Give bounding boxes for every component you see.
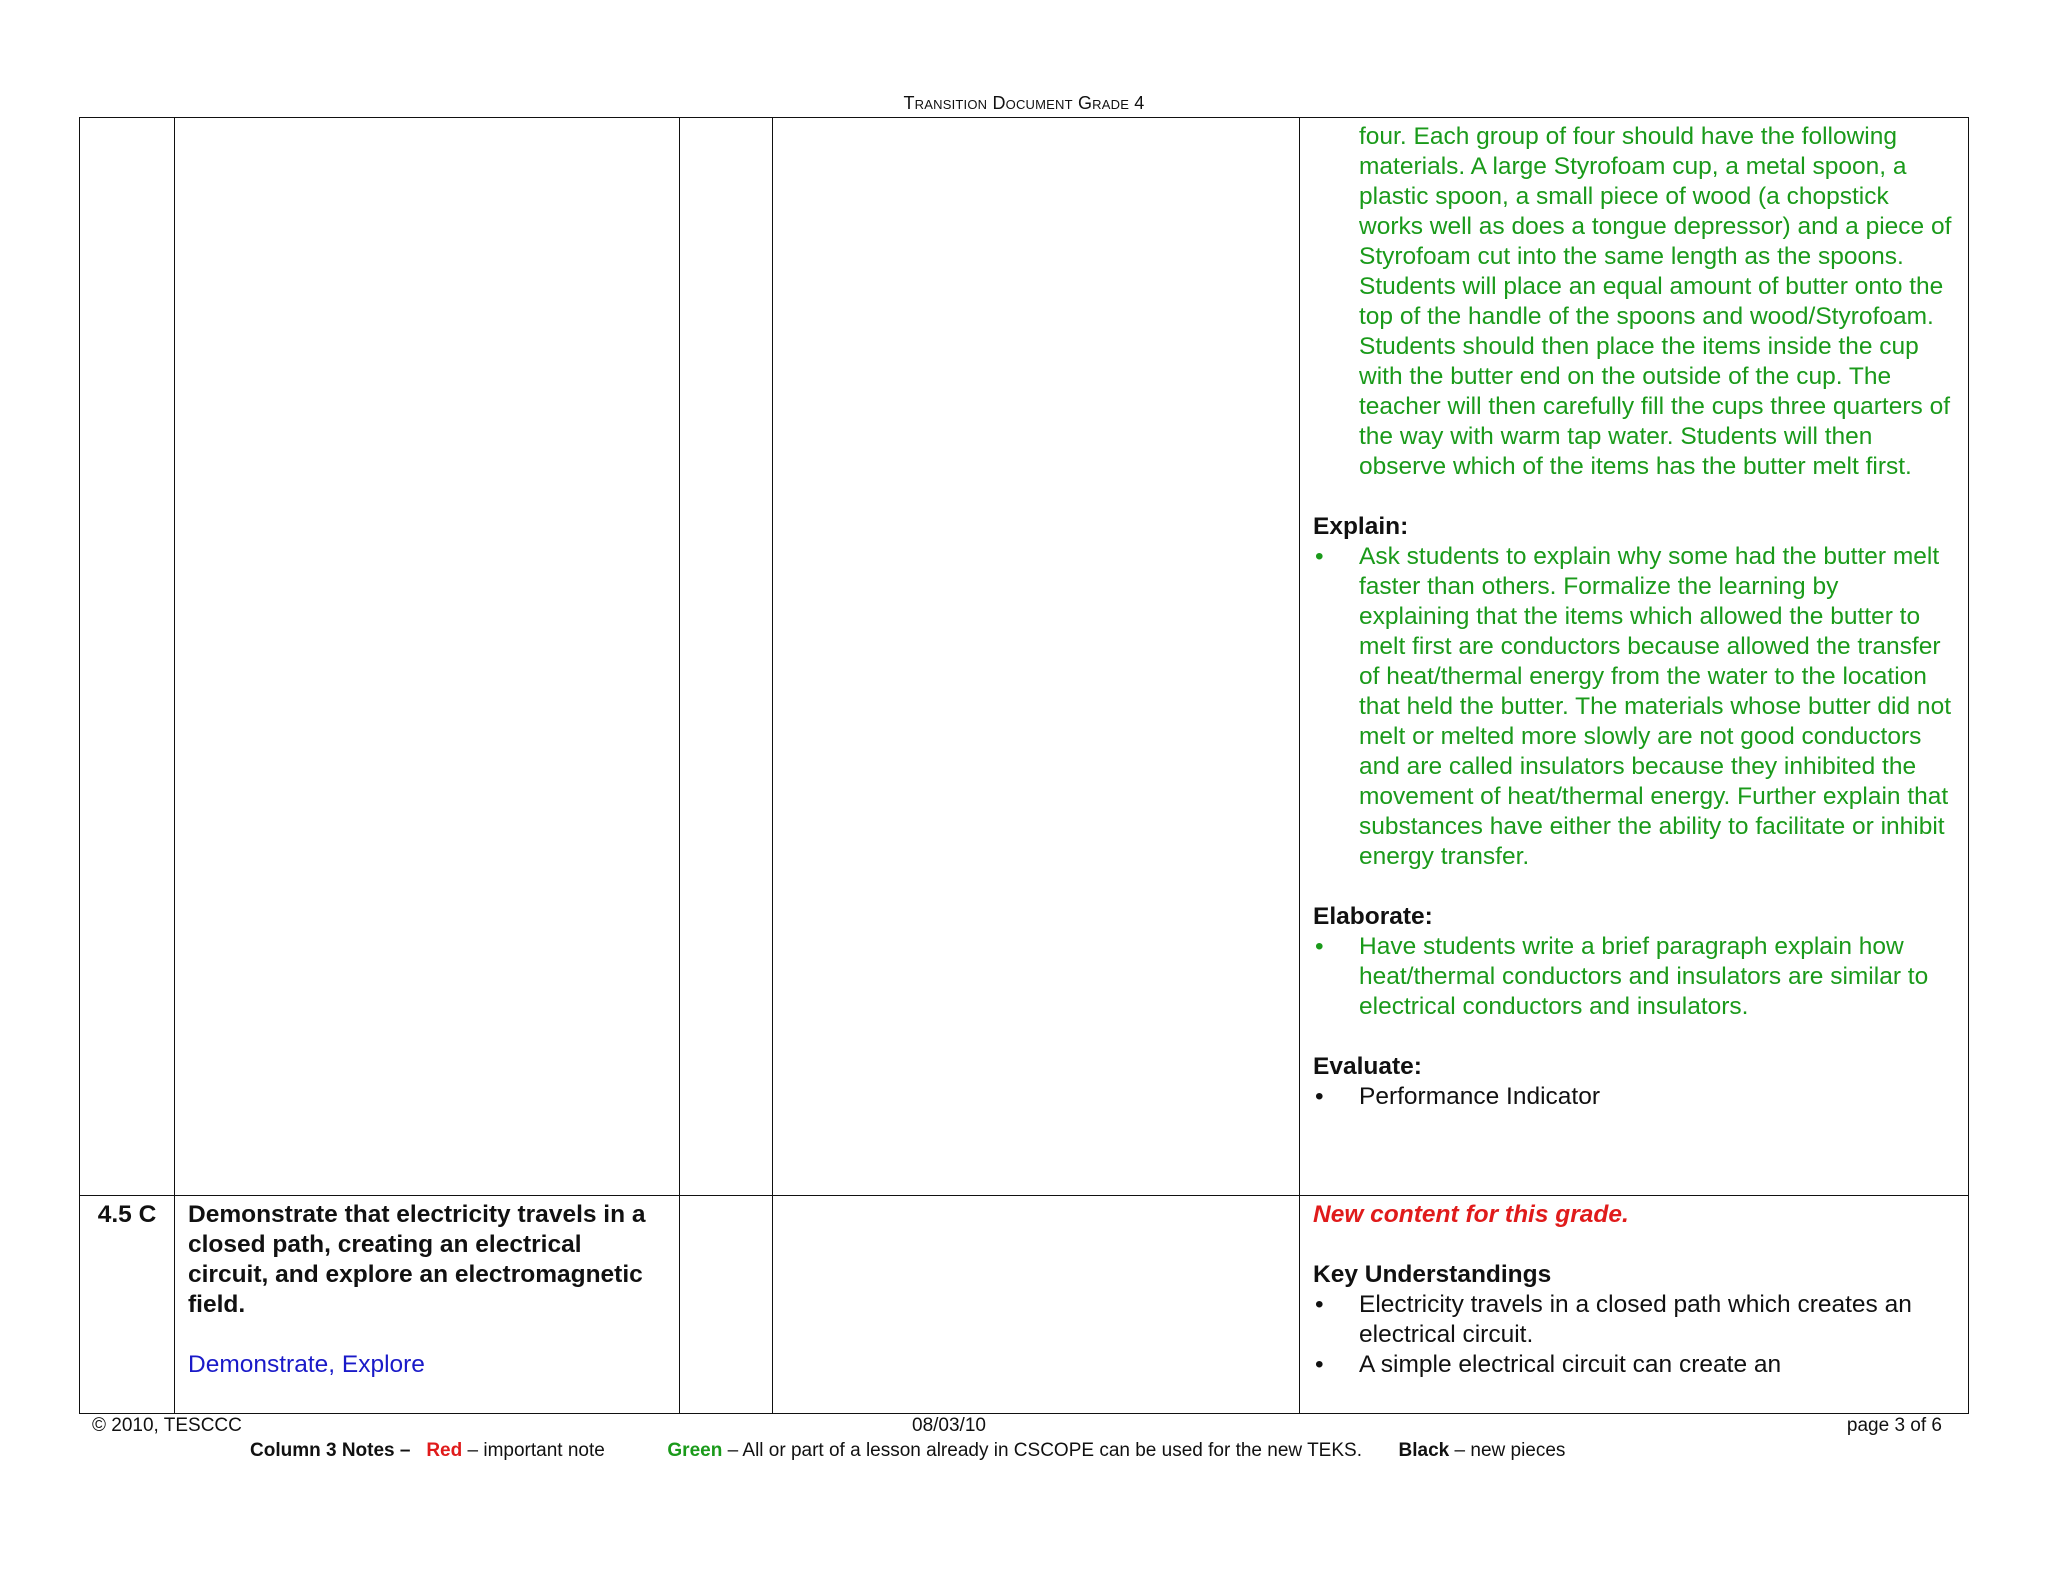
bullet-icon: • xyxy=(1315,933,1324,960)
code-cell xyxy=(80,1196,175,1414)
black-legend-label: Black xyxy=(1398,1440,1450,1461)
red-legend-label: Red xyxy=(426,1440,463,1461)
explain-heading: Explain: xyxy=(1313,513,1409,540)
standard-cell xyxy=(175,1196,680,1414)
page-number: page 3 of 6 xyxy=(1846,1415,1942,1436)
list-item: • Performance Indicator xyxy=(1315,1083,1601,1110)
transition-table xyxy=(79,117,1969,1414)
list-item: • Have students write a brief paragraph explain how heat/thermal conductors and insulators are similar to electrical conductors and insulators. xyxy=(1315,933,1929,1020)
notes-cell xyxy=(1300,118,1969,1196)
empty-cell xyxy=(680,1196,773,1414)
standard-code: 4.5 C xyxy=(97,1201,157,1228)
list-item: • Ask students to explain why some had the butter melt faster than others. Formalize the learning by explaining that the items which allowed the butter to melt first are conductors because allowed the transfer of heat/thermal energy from the water to the location that held the butter. The materials whose butter did not melt or melted more slowly are not good conductors and are called insulators because they inhibited the movement of heat/thermal energy. Further explain that substances have either the ability to facilitate or inhibit energy transfer. xyxy=(1315,543,1951,870)
document-title: Transition Document Grade 4 xyxy=(903,93,1145,113)
activity-text: four. Each group of four should have the following materials. A large Styrofoam cup, a metal spoon, a plastic spoon, a small piece of wood (a chopstick works well as does a tongue depressor) and a piece of Styrofoam cut into the same length as the spoons. Students will place an equal amount of butter onto the top of the handle of the spoons and wood/Styrofoam. Students should then place the items inside the cup with the butter end on the outside of the cup. The teacher will then carefully fill the cups three quarters of the way with warm tap water. Students will then observe which of the items has the butter melt first. xyxy=(1359,123,1952,480)
red-legend-text: – important note xyxy=(467,1440,605,1461)
notes-label: Column 3 Notes – xyxy=(250,1440,411,1461)
bullet-icon: • xyxy=(1315,543,1324,570)
standard-verbs: Demonstrate, Explore xyxy=(188,1351,425,1378)
table-row xyxy=(80,118,1969,1196)
standard-cell xyxy=(175,118,680,1196)
elaborate-list xyxy=(1313,932,1955,1022)
list-item: • Electricity travels in a closed path which creates an electrical circuit. xyxy=(1315,1291,1912,1348)
evaluate-list xyxy=(1313,1082,1955,1112)
bullet-icon: • xyxy=(1315,1083,1324,1110)
elaborate-heading: Elaborate: xyxy=(1313,903,1433,930)
empty-cell xyxy=(680,118,773,1196)
green-legend-label: Green xyxy=(667,1440,723,1461)
key-understandings-list xyxy=(1313,1290,1955,1380)
code-cell xyxy=(80,118,175,1196)
list-item: • A simple electrical circuit can create an xyxy=(1315,1351,1782,1378)
bullet-icon: • xyxy=(1315,1291,1324,1318)
notes-cell xyxy=(1300,1196,1969,1414)
footer xyxy=(92,1415,1942,1439)
table-row xyxy=(80,1196,1969,1414)
explain-list xyxy=(1313,542,1955,872)
key-understandings-heading: Key Understandings xyxy=(1313,1261,1552,1288)
comparison-cell xyxy=(773,1196,1300,1414)
black-legend-text: – new pieces xyxy=(1454,1440,1566,1461)
green-legend-text: – All or part of a lesson already in CSCOPE can be used for the new TEKS. xyxy=(727,1440,1362,1461)
new-content-note: New content for this grade. xyxy=(1313,1201,1629,1228)
comparison-cell xyxy=(773,118,1300,1196)
footer-date: 08/03/10 xyxy=(912,1415,986,1436)
standard-text: Demonstrate that electricity travels in a closed path, creating an electrical circuit, and explore an electromagnetic field. xyxy=(188,1201,646,1318)
bullet-icon: • xyxy=(1315,1351,1324,1378)
column-notes-legend xyxy=(250,1440,1565,1462)
evaluate-heading: Evaluate: xyxy=(1313,1053,1422,1080)
copyright: © 2010, TESCCC xyxy=(92,1415,242,1436)
